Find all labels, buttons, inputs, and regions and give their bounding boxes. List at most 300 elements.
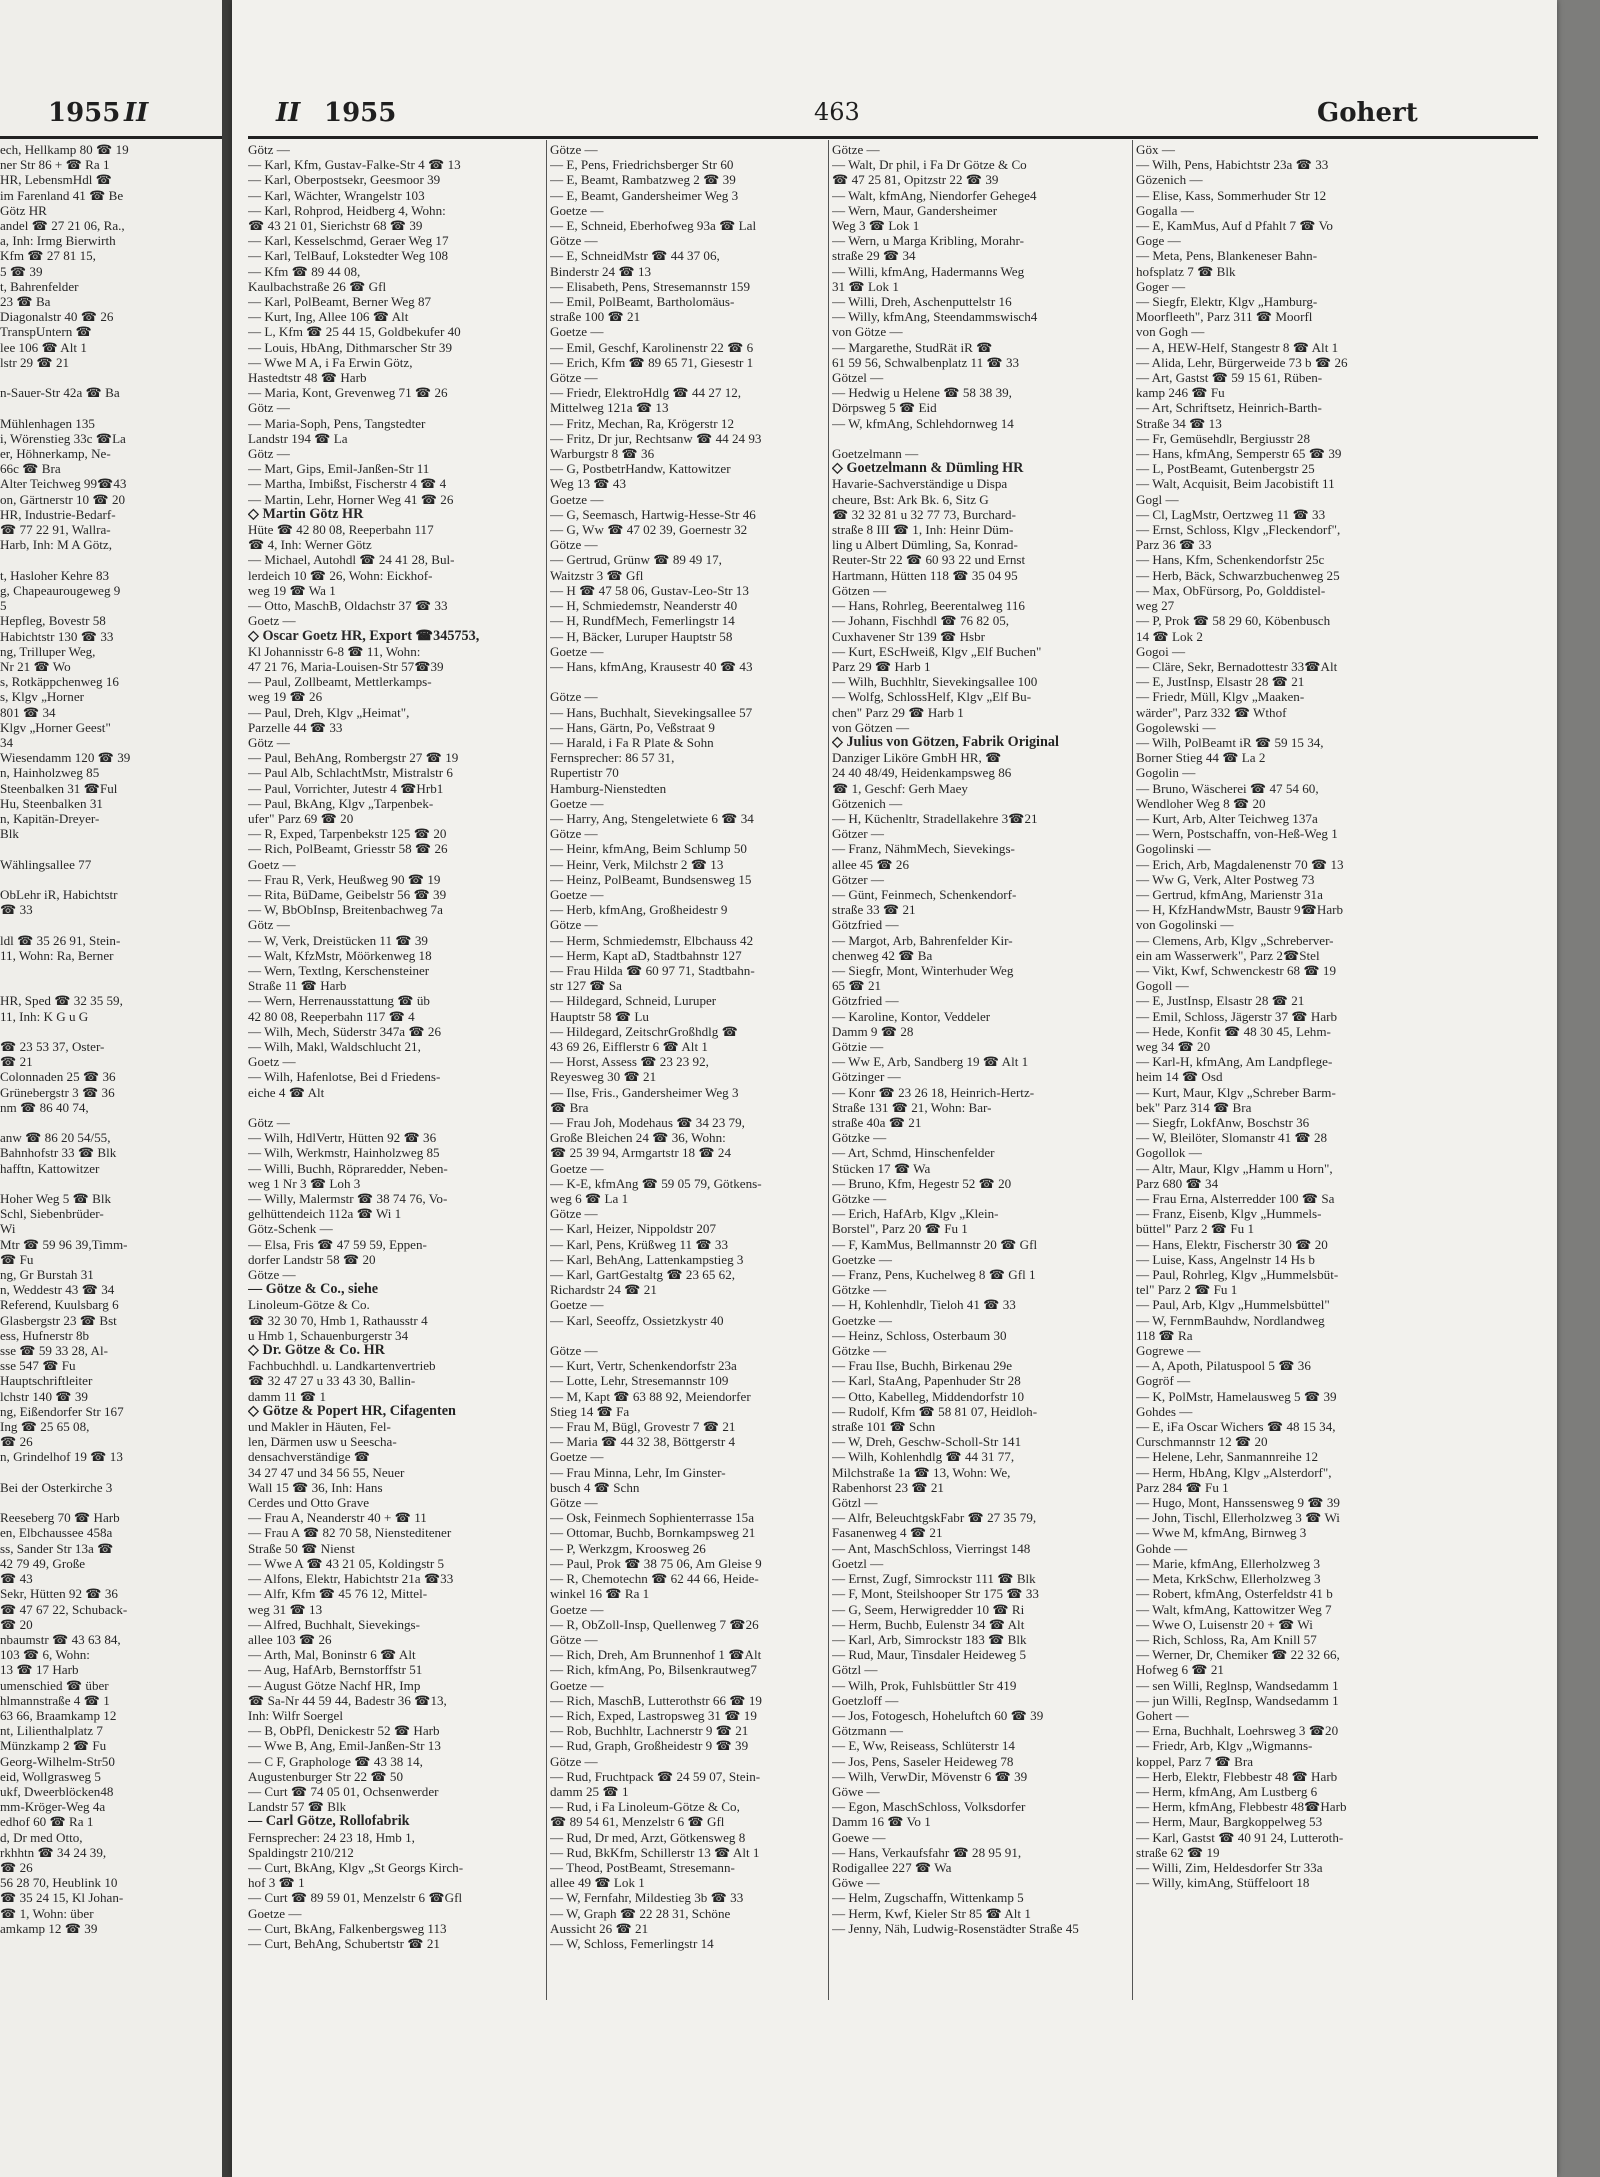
- directory-line: Göx —: [1136, 142, 1175, 157]
- directory-line: — C F, Graphologe ☎ 43 38 14,: [248, 1753, 423, 1769]
- directory-line: — Paul, Arb, Klgv „Hummelsbüttel": [1136, 1297, 1330, 1313]
- directory-line: s, Klgv „Horner: [0, 689, 84, 705]
- directory-line: ess, Hufnerstr 8b: [0, 1327, 90, 1343]
- directory-line: — Ernst, Zugf, Simrockstr 111 ☎ Blk: [832, 1571, 1036, 1587]
- directory-line: [832, 431, 1130, 446]
- directory-line: ech, Hellkamp 80 ☎ 19: [0, 142, 129, 157]
- directory-line: — Karl, Gastst ☎ 40 91 24, Lutteroth-: [1136, 1829, 1344, 1845]
- directory-line: HR, LebensmHdl ☎: [0, 172, 112, 188]
- directory-line: — G, Seem, Herwigredder 10 ☎ Ri: [832, 1601, 1025, 1617]
- directory-line: — Erich, Arb, Magdalenenstr 70 ☎ 13: [1136, 856, 1344, 872]
- directory-line: Gogolinski —: [1136, 841, 1211, 857]
- directory-line: lstr 29 ☎ 21: [0, 354, 70, 370]
- directory-line: — Karl, Seeoffz, Ossietzkystr 40: [550, 1312, 724, 1328]
- directory-line: ☎ 43 21 01, Sierichstr 68 ☎ 39: [248, 218, 423, 234]
- directory-line: — Hede, Konfit ☎ 48 30 45, Lehm-: [1136, 1023, 1331, 1039]
- directory-line: g, Chapeaurougeweg 9: [0, 582, 121, 598]
- directory-line: [0, 370, 215, 385]
- directory-line: Goewe —: [832, 1829, 886, 1845]
- directory-line: ☎ 25 39 94, Armgartstr 18 ☎ 24: [550, 1145, 732, 1161]
- directory-line: Götz —: [248, 734, 290, 750]
- directory-line: anw ☎ 86 20 54/55,: [0, 1130, 111, 1146]
- directory-line: Götzl —: [832, 1495, 878, 1511]
- directory-line: Goetz —: [248, 613, 296, 629]
- running-head: Gohert: [1317, 98, 1418, 128]
- directory-line: sse 547 ☎ Fu: [0, 1358, 76, 1374]
- directory-line: — Erich, Kfm ☎ 89 65 71, Giesestr 1: [550, 354, 754, 370]
- directory-line: Straße 131 ☎ 21, Wohn: Bar-: [832, 1099, 992, 1115]
- directory-line: — Robert, kfmAng, Osterfeldstr 41 b: [1136, 1586, 1333, 1602]
- directory-line: — Herm, HbAng, Klgv „Alsterdorf",: [1136, 1464, 1332, 1480]
- directory-line: Straße 34 ☎ 13: [1136, 415, 1222, 431]
- directory-line: ☎ 47 25 81, Opitzstr 22 ☎ 39: [832, 172, 999, 188]
- directory-line: Reeseberg 70 ☎ Harb: [0, 1510, 120, 1526]
- directory-line: von Gogolinski —: [1136, 917, 1234, 933]
- directory-line: — Wilh, HdlVertr, Hütten 92 ☎ 36: [248, 1130, 437, 1146]
- directory-line: — Karl, Heizer, Nippoldstr 207: [550, 1221, 717, 1237]
- directory-line: — Hans, kfmAng, Semperstr 65 ☎ 39: [1136, 446, 1342, 462]
- directory-line: ☎ 33: [0, 902, 33, 918]
- directory-line: von Götze —: [832, 324, 903, 340]
- directory-line: 42 79 49, Große: [0, 1555, 86, 1571]
- directory-line: Götz —: [248, 1115, 290, 1130]
- directory-line: cheure, Bst: Ark Bk. 6, Sitz G: [832, 491, 989, 507]
- directory-line: n, Hainholzweg 85: [0, 765, 100, 781]
- directory-line: — Frau Joh, Modehaus ☎ 34 23 79,: [550, 1115, 745, 1130]
- directory-line: n, Weddestr 43 ☎ 34: [0, 1282, 115, 1298]
- directory-line: ☎ 26: [0, 1434, 33, 1450]
- right-page-year: 1955: [324, 98, 397, 128]
- directory-line: — Ernst, Schloss, Klgv „Fleckendorf",: [1136, 522, 1341, 538]
- directory-line: Habichtstr 130 ☎ 33: [0, 628, 114, 644]
- directory-line: Gogolin —: [1136, 765, 1196, 781]
- directory-line: Hepfleg, Bovestr 58: [0, 613, 106, 629]
- directory-line: — H, Kohlenhdlr, Tieloh 41 ☎ 33: [832, 1297, 1016, 1313]
- directory-line: — Wilh, Hafenlotse, Bei d Friedens-: [248, 1069, 441, 1085]
- directory-line: Gogoll —: [1136, 978, 1189, 994]
- directory-line: — Herm, Kapt aD, Stadtbahnstr 127: [550, 947, 742, 963]
- directory-line: Gözenich —: [1136, 172, 1203, 188]
- directory-line: Linoleum-Götze & Co.: [248, 1297, 370, 1313]
- directory-line: Götze —: [550, 917, 598, 933]
- directory-line: — Hans, kfmAng, Krausestr 40 ☎ 43: [550, 658, 753, 674]
- directory-line: — Marie, kfmAng, Ellerholzweg 3: [1136, 1555, 1320, 1571]
- directory-line: — Friedr, Müll, Klgv „Maaken-: [1136, 689, 1305, 705]
- directory-line: Goetz —: [248, 856, 296, 872]
- directory-line: Goetze —: [550, 643, 604, 659]
- directory-line: Gohdes —: [1136, 1403, 1193, 1419]
- directory-line: Rupertistr 70: [550, 765, 619, 781]
- directory-line: Colonnaden 25 ☎ 36: [0, 1069, 116, 1085]
- directory-line: Parz 680 ☎ 34: [1136, 1175, 1219, 1191]
- directory-line: — Heinr, Verk, Milchstr 2 ☎ 13: [550, 856, 724, 872]
- directory-line: Goetze —: [550, 202, 604, 218]
- directory-line: — Hugo, Mont, Hanssensweg 9 ☎ 39: [1136, 1495, 1340, 1511]
- directory-line: — Hans, Verkaufsfahr ☎ 28 95 91,: [832, 1844, 1022, 1860]
- directory-line: Steenbalken 31 ☎Ful: [0, 780, 118, 796]
- directory-line: Inh: Wilfr Soergel: [248, 1707, 343, 1723]
- directory-line: s, Rotkäppchenweg 16: [0, 674, 119, 690]
- directory-line: Götz —: [248, 917, 290, 933]
- directory-line: — Friedr, Arb, Klgv „Wigmanns-: [1136, 1738, 1313, 1754]
- directory-line: Kaulbachstraße 26 ☎ Gfl: [248, 278, 387, 294]
- directory-line: Mtr ☎ 59 96 39,Timm-: [0, 1236, 128, 1252]
- directory-line: — Harald, i Fa R Plate & Sohn: [550, 734, 714, 750]
- directory-line: — W, Fernfahr, Mildestieg 3b ☎ 33: [550, 1890, 744, 1906]
- left-page-column: [0, 142, 215, 1936]
- directory-line: chenweg 42 ☎ Ba: [832, 947, 933, 963]
- directory-line: — G, Seemasch, Hartwig-Hesse-Str 46: [550, 506, 756, 522]
- directory-line: allee 45 ☎ 26: [832, 856, 910, 872]
- directory-line: Götzl —: [832, 1662, 878, 1678]
- directory-line: — Götze & Co., siehe: [248, 1282, 379, 1298]
- directory-line: — Karl, BehAng, Lattenkampstieg 3: [550, 1251, 744, 1267]
- directory-line: — John, Tischl, Ellerholzweg 3 ☎ Wi: [1136, 1510, 1340, 1526]
- directory-line: — W, kfmAng, Schlehdornweg 14: [832, 415, 1014, 431]
- directory-line: [550, 674, 826, 689]
- right-page-volume: II: [276, 98, 301, 128]
- directory-line: — E, SchneidMstr ☎ 44 37 06,: [550, 248, 720, 264]
- directory-line: — Paul, Prok ☎ 38 75 06, Am Gleise 9: [550, 1555, 762, 1571]
- directory-line: — Erna, Buchhalt, Loehrsweg 3 ☎20: [1136, 1723, 1339, 1739]
- directory-line: [0, 1176, 215, 1191]
- directory-line: Goetze —: [550, 1677, 604, 1693]
- directory-line: ◇ Götze & Popert HR, Cifagenten: [248, 1403, 456, 1419]
- directory-column-3: [832, 142, 1130, 1936]
- directory-line: Gogoi —: [1136, 643, 1186, 659]
- directory-line: — Herm, kfmAng, Flebbestr 48☎Harb: [1136, 1799, 1347, 1815]
- directory-line: Moorfleeth", Parz 311 ☎ Moorfl: [1136, 309, 1313, 325]
- directory-line: ☎ 77 22 91, Wallra-: [0, 522, 111, 538]
- directory-line: — Wern, Postschaffn, von-Heß-Weg 1: [1136, 826, 1338, 842]
- directory-line: Weg 3 ☎ Lok 1: [832, 218, 920, 234]
- directory-line: [0, 963, 215, 978]
- directory-line: — Rud, i Fa Linoleum-Götze & Co,: [550, 1799, 740, 1815]
- directory-line: — Karl, Rohprod, Heidberg 4, Wohn:: [248, 202, 446, 218]
- directory-line: Borstel", Parz 20 ☎ Fu 1: [832, 1221, 968, 1237]
- directory-line: Weg 13 ☎ 43: [550, 476, 626, 492]
- directory-line: weg 19 ☎ Wa 1: [248, 582, 336, 598]
- directory-line: — Herm, Kwf, Kieler Str 85 ☎ Alt 1: [832, 1905, 1031, 1921]
- directory-line: Hastedtstr 48 ☎ Harb: [248, 370, 367, 386]
- right-page: [232, 0, 1557, 2177]
- directory-line: lee 106 ☎ Alt 1: [0, 339, 87, 355]
- directory-line: — Paul, Vorrichter, Jutestr 4 ☎Hrb1: [248, 780, 444, 796]
- directory-line: Wählingsallee 77: [0, 856, 92, 872]
- directory-line: — Rud, Fruchtpack ☎ 24 59 07, Stein-: [550, 1768, 761, 1784]
- directory-line: straße 29 ☎ 34: [832, 248, 916, 264]
- directory-line: [0, 978, 215, 993]
- directory-line: — August Götze Nachf HR, Imp: [248, 1677, 421, 1693]
- directory-line: — Karl, StaAng, Papenhuder Str 28: [832, 1373, 1021, 1389]
- directory-line: weg 31 ☎ 13: [248, 1601, 323, 1617]
- directory-line: weg 27: [1136, 598, 1175, 614]
- directory-line: Cerdes und Otto Grave: [248, 1495, 370, 1511]
- directory-line: — Herb, Elektr, Flebbestr 48 ☎ Harb: [1136, 1768, 1338, 1784]
- directory-line: Kl Johannisstr 6-8 ☎ 11, Wohn:: [248, 643, 421, 659]
- directory-line: — Fr, Gemüsehdlr, Bergiusstr 28: [1136, 430, 1311, 446]
- directory-line: — Karl, Oberpostsekr, Geesmoor 39: [248, 172, 441, 188]
- directory-line: — Bruno, Wäscherei ☎ 47 54 60,: [1136, 780, 1319, 796]
- directory-line: — G, PostbetrHandw, Kattowitzer: [550, 461, 731, 477]
- directory-line: ☎ 23 53 37, Oster-: [0, 1038, 105, 1054]
- directory-line: — Kfm ☎ 89 44 08,: [248, 263, 361, 279]
- directory-line: — Aug, HafArb, Bernstorffstr 51: [248, 1662, 423, 1678]
- directory-line: Ing ☎ 25 65 08,: [0, 1419, 90, 1435]
- directory-line: — E, KamMus, Auf d Pfahlt 7 ☎ Vo: [1136, 218, 1333, 234]
- directory-line: — Emil, PolBeamt, Bartholomäus-: [550, 294, 735, 310]
- directory-line: — Wilh, Mech, Süderstr 347a ☎ 26: [248, 1023, 442, 1039]
- directory-line: Götzke —: [832, 1343, 887, 1359]
- directory-line: — Karl-H, kfmAng, Am Landpflege-: [1136, 1054, 1333, 1070]
- directory-line: ☎ 89 54 61, Menzelstr 6 ☎ Gfl: [550, 1814, 725, 1830]
- directory-line: — H, Küchenltr, Stradellakehre 3☎21: [832, 810, 1038, 826]
- directory-line: Hu, Steenbalken 31: [0, 795, 103, 811]
- directory-line: ☎ 32 47 27 u 33 43 30, Ballin-: [248, 1373, 416, 1389]
- page-number: 463: [814, 98, 860, 126]
- directory-line: — W, Verk, Dreistücken 11 ☎ 39: [248, 932, 428, 948]
- directory-line: — Konr ☎ 23 26 18, Heinrich-Hertz-: [832, 1084, 1035, 1100]
- directory-line: Hüte ☎ 42 80 08, Reeperbahn 117: [248, 522, 434, 538]
- directory-line: ng, Gr Burstah 31: [0, 1267, 94, 1283]
- directory-line: Götzfried —: [832, 993, 899, 1009]
- directory-line: 34: [0, 734, 14, 750]
- directory-line: — Paul, Rohrleg, Klgv „Hummelsbüt-: [1136, 1267, 1339, 1283]
- directory-line: — Erich, HafArb, Klgv „Klein-: [832, 1206, 999, 1222]
- directory-line: — Siegfr, Mont, Winterhuder Weg: [832, 962, 1014, 978]
- directory-line: Warburgstr 8 ☎ 36: [550, 446, 655, 462]
- directory-line: — Heinr, kfmAng, Beim Schlump 50: [550, 841, 747, 857]
- directory-line: — Werner, Dr, Chemiker ☎ 22 32 66,: [1136, 1647, 1340, 1663]
- directory-line: — Wwe M A, i Fa Erwin Götz,: [248, 354, 413, 370]
- directory-line: kamp 246 ☎ Fu: [1136, 385, 1225, 401]
- directory-line: — Curt ☎ 89 59 01, Menzelstr 6 ☎Gfl: [248, 1890, 463, 1906]
- directory-line: — Harry, Ang, Stengeletwiete 6 ☎ 34: [550, 810, 754, 826]
- directory-line: t, Bahrenfelder: [0, 278, 79, 294]
- directory-line: — Louis, HbAng, Dithmarscher Str 39: [248, 339, 453, 355]
- directory-line: — W, Graph ☎ 22 28 31, Schöne: [550, 1905, 731, 1921]
- directory-line: TranspUntern ☎: [0, 324, 92, 340]
- directory-line: — Rudolf, Kfm ☎ 58 81 07, Heidloh-: [832, 1403, 1038, 1419]
- directory-line: Götzinger —: [832, 1069, 901, 1085]
- directory-line: — Walt, kfmAng, Niendorfer Gehege4: [832, 187, 1037, 203]
- directory-line: Parz 284 ☎ Fu 1: [1136, 1479, 1229, 1495]
- directory-line: — Rud, Dr med, Arzt, Götkensweg 8: [550, 1829, 746, 1845]
- directory-line: — E, Pens, Friedrichsberger Str 60: [550, 157, 734, 173]
- directory-line: — Maria-Soph, Pens, Tangstedter: [248, 415, 426, 431]
- directory-line: — Hedwig u Helene ☎ 58 38 39,: [832, 385, 1012, 401]
- directory-line: — E, Ww, Reiseass, Schlüterstr 14: [832, 1738, 1015, 1754]
- directory-line: — Wwe A ☎ 43 21 05, Koldingstr 5: [248, 1555, 445, 1571]
- directory-line: [0, 841, 215, 856]
- directory-line: Götzenich —: [832, 795, 903, 811]
- directory-line: — Frau M, Bügl, Grovestr 7 ☎ 21: [550, 1419, 736, 1435]
- directory-line: Parz 36 ☎ 33: [1136, 537, 1212, 553]
- directory-line: — Hans, Gärtn, Po, Veßstraat 9: [550, 719, 715, 735]
- directory-line: — Horst, Assess ☎ 23 23 92,: [550, 1054, 709, 1070]
- directory-line: — Wern, u Marga Kribling, Morahr-: [832, 233, 1025, 249]
- directory-line: — Fritz, Mechan, Ra, Krögerstr 12: [550, 415, 734, 431]
- directory-line: 63 66, Braamkamp 12: [0, 1707, 117, 1723]
- directory-line: — jun Willi, RegInsp, Wandsedamm 1: [1136, 1692, 1339, 1708]
- directory-line: hofsplatz 7 ☎ Blk: [1136, 263, 1236, 279]
- directory-line: Götze —: [550, 1753, 598, 1769]
- directory-line: — P, Werkzgm, Kroosweg 26: [550, 1540, 706, 1556]
- directory-line: amkamp 12 ☎ 39: [0, 1920, 98, 1936]
- directory-line: ☎ 1, Wohn: über: [0, 1905, 94, 1921]
- directory-line: — Fritz, Dr jur, Rechtsanw ☎ 44 24 93: [550, 430, 762, 446]
- directory-line: — A, Apoth, Pilatuspool 5 ☎ 36: [1136, 1358, 1311, 1374]
- directory-line: — Frau Hilda ☎ 60 97 71, Stadtbahn-: [550, 962, 755, 978]
- directory-line: Diagonalstr 40 ☎ 26: [0, 309, 114, 325]
- directory-line: Havarie-Sachverständige u Dispa: [832, 476, 1008, 492]
- directory-line: umenschied ☎ über: [0, 1677, 109, 1693]
- directory-line: ukf, Dweerblöcken48: [0, 1783, 114, 1799]
- directory-line: Gohde —: [1136, 1540, 1188, 1556]
- directory-line: — Karoline, Kontor, Veddeler: [832, 1008, 991, 1024]
- directory-line: Götzke —: [832, 1282, 887, 1298]
- directory-line: Fernsprecher: 24 23 18, Hmb 1,: [248, 1829, 415, 1845]
- directory-line: Mittelweg 121a ☎ 13: [550, 400, 669, 416]
- directory-line: Richardstr 24 ☎ 21: [550, 1282, 657, 1298]
- directory-line: — Otto, Kabelleg, Middendorfstr 10: [832, 1388, 1025, 1404]
- directory-line: — Herb, Bäck, Schwarzbuchenweg 25: [1136, 567, 1340, 583]
- directory-line: Cuxhavener Str 139 ☎ Hsbr: [832, 628, 986, 644]
- directory-line: ◇ Goetzelmann & Dümling HR: [832, 461, 1024, 477]
- directory-line: — Curt, BkAng, Klgv „St Georgs Kirch-: [248, 1859, 464, 1875]
- directory-line: und Makler in Häuten, Fel-: [248, 1419, 391, 1435]
- left-page-volume: II: [124, 98, 149, 128]
- directory-line: Nr 21 ☎ Wo: [0, 658, 71, 674]
- directory-line: Goetz —: [248, 1054, 296, 1070]
- directory-line: — W, BbObInsp, Breitenbachweg 7a: [248, 902, 443, 918]
- directory-line: — Herm, kfmAng, Am Lustberg 6: [1136, 1783, 1318, 1799]
- directory-line: Blk: [0, 826, 19, 842]
- directory-line: — Walt, KfzMstr, Möörkenweg 18: [248, 947, 432, 963]
- directory-line: Goetze —: [550, 324, 604, 340]
- directory-line: n-Sauer-Str 42a ☎ Ba: [0, 385, 120, 401]
- directory-line: straße 33 ☎ 21: [832, 902, 916, 918]
- directory-line: — Siegfr, Elektr, Klgv „Hamburg-: [1136, 294, 1318, 310]
- directory-line: — Ww G, Verk, Alter Postweg 73: [1136, 871, 1315, 887]
- directory-line: — Jenny, Näh, Ludwig-Rosenstädter Straße 45: [832, 1920, 1079, 1936]
- directory-line: Schl, Siebenbrüder-: [0, 1206, 104, 1222]
- directory-line: Landstr 194 ☎ La: [248, 430, 348, 446]
- directory-line: [550, 1328, 826, 1343]
- directory-line: Goetze —: [550, 491, 604, 507]
- directory-line: straße 40a ☎ 21: [832, 1115, 922, 1130]
- directory-line: — Walt, Acquisit, Beim Jacobistift 11: [1136, 476, 1335, 492]
- directory-line: — H, Schmiedemstr, Neanderstr 40: [550, 598, 738, 614]
- directory-line: 23 ☎ Ba: [0, 294, 51, 310]
- directory-line: Götzmann —: [832, 1723, 903, 1739]
- directory-line: ☎ 32 30 70, Hmb 1, Rathausstr 4: [248, 1312, 428, 1328]
- directory-line: — Luise, Kass, Angelnstr 14 Hs b: [1136, 1251, 1315, 1267]
- directory-line: [0, 1465, 215, 1480]
- directory-line: — Willi, Zim, Heldesdorfer Str 33a: [1136, 1859, 1323, 1875]
- directory-line: ☎ Bra: [550, 1099, 589, 1115]
- directory-line: — Art, Gastst ☎ 59 15 61, Rüben-: [1136, 370, 1323, 386]
- directory-line: andel ☎ 27 21 06, Ra.,: [0, 218, 125, 234]
- directory-line: ner Str 86 + ☎ Ra 1: [0, 157, 110, 173]
- directory-line: busch 4 ☎ Schn: [550, 1479, 640, 1495]
- directory-line: — B, ObPfl, Denickestr 52 ☎ Harb: [248, 1723, 440, 1739]
- directory-line: — Herm, Maur, Bargkoppelweg 53: [1136, 1814, 1323, 1830]
- directory-line: Goetzelmann —: [832, 446, 919, 462]
- directory-line: — Theod, PostBeamt, Stresemann-: [550, 1859, 735, 1875]
- directory-line: Stieg 14 ☎ Fa: [550, 1403, 630, 1419]
- directory-line: — E, Schneid, Eberhofweg 93a ☎ Lal: [550, 218, 757, 234]
- directory-line: — P, Prok ☎ 58 29 60, Köbenbusch: [1136, 613, 1331, 629]
- directory-line: — W, FernmBauhdw, Nordlandweg: [1136, 1312, 1325, 1328]
- directory-line: — Rud, Maur, Tinsdaler Heideweg 5: [832, 1647, 1027, 1663]
- directory-line: ng, Trilluper Weg,: [0, 643, 96, 659]
- directory-line: eiche 4 ☎ Alt: [248, 1084, 325, 1100]
- directory-line: — Wilh, Buchhltr, Sievekingsallee 100: [832, 674, 1038, 690]
- directory-line: — Franz, Pens, Kuchelweg 8 ☎ Gfl 1: [832, 1267, 1036, 1283]
- book-gutter: [222, 0, 232, 2177]
- directory-line: — Frau Erna, Alsterredder 100 ☎ Sa: [1136, 1191, 1335, 1207]
- directory-line: Götze —: [550, 689, 598, 705]
- directory-line: bek" Parz 314 ☎ Bra: [1136, 1099, 1252, 1115]
- directory-line: straße 101 ☎ Schn: [832, 1419, 936, 1435]
- directory-column-1: [248, 142, 544, 1951]
- directory-line: Hofweg 6 ☎ 21: [1136, 1662, 1224, 1678]
- directory-line: Wi: [0, 1221, 16, 1237]
- directory-line: — Art, Schmd, Hinschenfelder: [832, 1145, 995, 1161]
- directory-line: 11, Wohn: Ra, Berner: [0, 947, 114, 963]
- directory-line: 5 ☎ 39: [0, 263, 43, 279]
- directory-line: Hauptstr 58 ☎ Lu: [550, 1008, 649, 1024]
- directory-line: — Jos, Pens, Saseler Heideweg 78: [832, 1753, 1014, 1769]
- directory-line: Gogalla —: [1136, 202, 1194, 218]
- directory-line: — Walt, kfmAng, Kattowitzer Weg 7: [1136, 1601, 1332, 1617]
- directory-line: 14 ☎ Lok 2: [1136, 628, 1203, 644]
- directory-line: densachverständige ☎: [248, 1449, 371, 1465]
- directory-line: — Kurt, Maur, Klgv „Schreber Barm-: [1136, 1084, 1336, 1100]
- directory-line: Götze —: [550, 1631, 598, 1647]
- directory-line: — Rud, Graph, Großheidestr 9 ☎ 39: [550, 1738, 749, 1754]
- directory-line: Landstr 57 ☎ Blk: [248, 1799, 347, 1815]
- directory-line: Götze —: [550, 233, 598, 249]
- directory-line: 47 21 76, Maria-Louisen-Str 57☎39: [248, 658, 444, 674]
- directory-line: — H, KfzHandwMstr, Baustr 9☎Harb: [1136, 902, 1344, 918]
- directory-line: straße 62 ☎ 19: [1136, 1844, 1220, 1860]
- directory-line: — Wwe B, Ang, Emil-Janßen-Str 13: [248, 1738, 441, 1754]
- directory-line: — Willy, Malermstr ☎ 38 74 76, Vo-: [248, 1191, 448, 1207]
- directory-line: — K-E, kfmAng ☎ 59 05 79, Götkens-: [550, 1175, 762, 1191]
- directory-line: — Emil, Geschf, Karolinenstr 22 ☎ 6: [550, 339, 754, 355]
- directory-line: ◇ Martin Götz HR: [248, 506, 364, 522]
- directory-line: — Willy, kimAng, Stüffeloort 18: [1136, 1875, 1310, 1891]
- directory-line: ng, Eißendorfer Str 167: [0, 1403, 124, 1419]
- directory-line: Götze —: [550, 826, 598, 842]
- directory-line: Dörpsweg 5 ☎ Eid: [832, 400, 937, 416]
- directory-line: Goetzke —: [832, 1312, 892, 1328]
- directory-line: ☎ Sa-Nr 44 59 44, Badestr 36 ☎13,: [248, 1692, 447, 1708]
- directory-line: Rabenhorst 23 ☎ 21: [832, 1479, 944, 1495]
- directory-line: damm 11 ☎ 1: [248, 1388, 327, 1404]
- directory-line: len, Därmen usw u Seescha-: [248, 1434, 397, 1450]
- directory-line: — Wilh, Werkmstr, Hainholzweg 85: [248, 1145, 440, 1161]
- directory-line: Referend, Kuulsbarg 6: [0, 1297, 119, 1313]
- directory-line: — Heinz, Schloss, Osterbaum 30: [832, 1327, 1007, 1343]
- directory-line: ☎ 1, Geschf: Gerh Maey: [832, 780, 968, 796]
- directory-line: nt, Lilienthalplatz 7: [0, 1723, 103, 1739]
- directory-line: — Walt, Dr phil, i Fa Dr Götze & Co: [832, 157, 1027, 173]
- directory-line: er, Höhnerkamp, Ne-: [0, 446, 111, 462]
- directory-line: wärder", Parz 332 ☎ Wthof: [1136, 704, 1287, 720]
